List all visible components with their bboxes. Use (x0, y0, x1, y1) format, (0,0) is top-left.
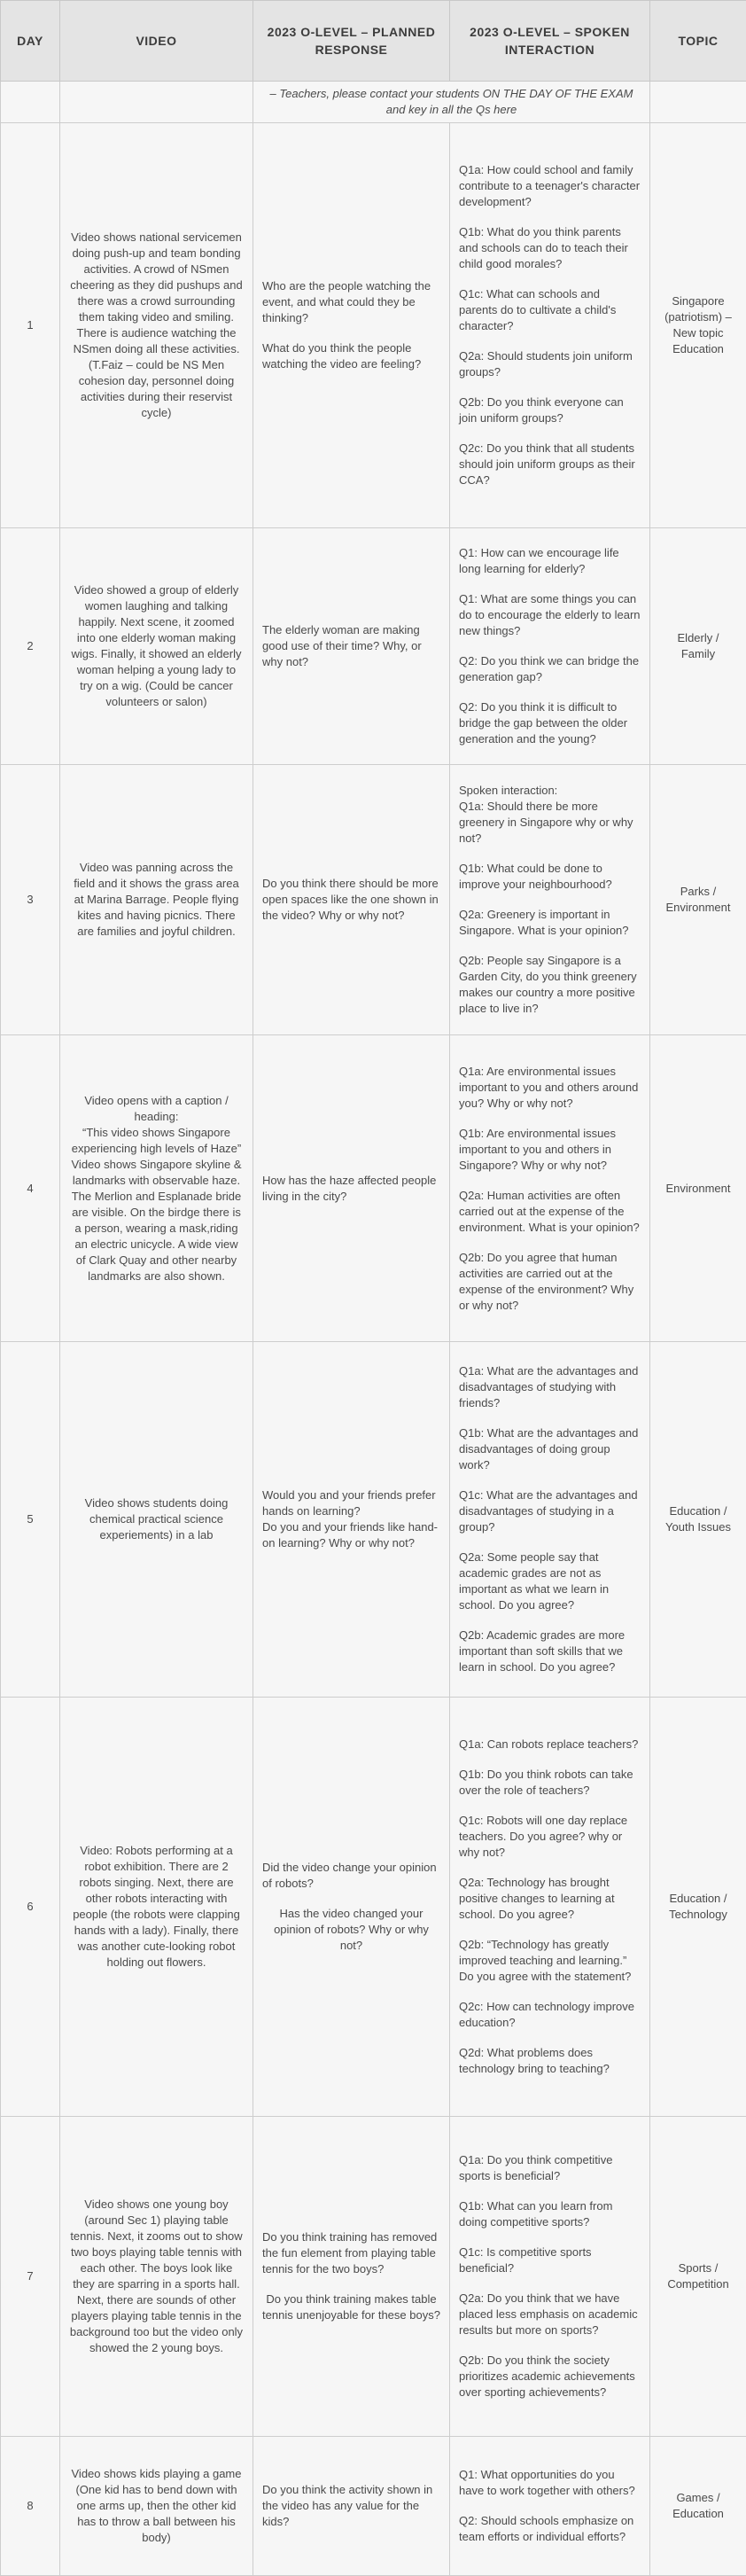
spoken-question: Q2b: People say Singapore is a Garden City, do you think greenery makes our country a more positive place to live in? (459, 953, 641, 1017)
spoken-cell (450, 2437, 650, 2576)
planned-cell (253, 765, 450, 1035)
table-row (1, 123, 746, 528)
spoken-question: Q2: Should schools emphasize on team efforts or individual efforts? (459, 2513, 641, 2545)
spoken-question: Q1: What are some things you can do to encourage the elderly to learn new things? (459, 591, 641, 639)
spoken-question: Q2d: What problems does technology bring to teaching? (459, 2045, 641, 2077)
video-cell: Video opens with a caption / heading: “This video shows Singapore experiencing high levels of Haze” Video shows Singapore skyline & landmarks with observable haze. The Merlion and Esplanade bride are visible. On the birdge there is a person, wearing a mask,riding an electric unicycle. A wide view of Clark Quay and other nearby landmarks are also shown. (60, 1035, 253, 1342)
spoken-question: Q2: Do you think we can bridge the generation gap? (459, 653, 641, 685)
day-cell: 2 (1, 528, 60, 765)
topic-cell: Education / Technology (650, 1698, 746, 2117)
planned-question: Do you think there should be more open spaces like the one shown in the video? Why or why not? (262, 876, 440, 924)
video-cell: Video shows kids playing a game (One kid has to bend down with one arms up, then the other kid has to throw a ball between his body) (60, 2437, 253, 2576)
video-cell: Video shows one young boy (around Sec 1) playing table tennis. Next, it zooms out to show two boys playing table tennis with each other. The boys look like they are sparring in a sports hall. Next, there are sounds of other players playing table tennis in the background too but the video only showed the 2 young boys. (60, 2117, 253, 2437)
planned-question: Do you think training makes table tennis unenjoyable for these boys? (262, 2291, 440, 2323)
spoken-question: Q1b: What are the advantages and disadvantages of doing group work? (459, 1425, 641, 1473)
spoken-question: Q1c: What can schools and parents do to cultivate a child's character? (459, 286, 641, 334)
note-row (1, 82, 746, 123)
video-cell: Video was panning across the field and it shows the grass area at Marina Barrage. People flying kites and having picnics. There are families and joyful children. (60, 765, 253, 1035)
header-row (1, 1, 746, 82)
teacher-note: – Teachers, please contact your students ON THE DAY OF THE EXAM and key in all the Qs here (253, 82, 650, 123)
spoken-question: Q2c: How can technology improve education? (459, 1999, 641, 2031)
topic-cell: Sports / Competition (650, 2117, 746, 2437)
spoken-question: Q1a: Do you think competitive sports is beneficial? (459, 2152, 641, 2184)
day-cell: 1 (1, 123, 60, 528)
planned-cell (253, 1698, 450, 2117)
video-cell: Video: Robots performing at a robot exhibition. There are 2 robots singing. Next, there are other robots interacting with people (the robots were clapping hands with a lady). Finally, there was another cute-looking robot holding out flowers. (60, 1698, 253, 2117)
planned-question: Has the video changed your opinion of robots? Why or why not? (262, 1906, 440, 1954)
spoken-question: Q1: What opportunities do you have to work together with others? (459, 2467, 641, 2499)
spoken-question: Q2a: Should students join uniform groups? (459, 348, 641, 380)
note-empty-cell (1, 82, 60, 123)
spoken-question: Q1: How can we encourage life long learning for elderly? (459, 545, 641, 577)
spoken-cell (450, 1035, 650, 1342)
video-cell: Video showed a group of elderly women laughing and talking happily. Next scene, it zoomed into one elderly woman making wigs. Finally, it showed an elderly woman helping a young lady to try on a wig. (Could be cancer volunteers or salon) (60, 528, 253, 765)
spoken-question: Q2b: Do you think everyone can join uniform groups? (459, 394, 641, 426)
spoken-question: Q1b: What do you think parents and schools can do to teach their child good morales? (459, 224, 641, 272)
planned-question: How has the haze affected people living in the city? (262, 1173, 440, 1205)
day-cell: 8 (1, 2437, 60, 2576)
note-empty-cell (650, 82, 746, 123)
spoken-question: Q1c: What are the advantages and disadvantages of studying in a group? (459, 1487, 641, 1535)
spoken-question: Q1c: Robots will one day replace teachers. Do you agree? why or why not? (459, 1813, 641, 1861)
table-row (1, 765, 746, 1035)
planned-cell (253, 1035, 450, 1342)
spoken-cell (450, 123, 650, 528)
day-cell: 3 (1, 765, 60, 1035)
topic-cell: Education / Youth Issues (650, 1342, 746, 1698)
spoken-question: Q2a: Technology has brought positive changes to learning at school. Do you agree? (459, 1875, 641, 1923)
planned-cell: Would you and your friends prefer hands on learning? Do you and your friends like hand-on learning? Why or why not? (253, 1342, 450, 1698)
spoken-question: Q2b: “Technology has greatly improved teaching and learning.” Do you agree with the statement? (459, 1937, 641, 1985)
day-cell: 6 (1, 1698, 60, 2117)
video-cell: Video shows national servicemen doing push-up and team bonding activities. A crowd of NSmen cheering as they did pushups and there was a crowd surrounding them taking video and smiling. There is audience watching the NSmen doing all these activities. (T.Faiz – could be NS Men cohesion day, personnel doing activities during their reservist cycle) (60, 123, 253, 528)
spoken-question: Q2c: Do you think that all students should join uniform groups as their CCA? (459, 441, 641, 488)
day-cell: 4 (1, 1035, 60, 1342)
topic-cell: Singapore (patriotism) – New topic Education (650, 123, 746, 528)
spoken-question: Q2b: Do you agree that human activities are carried out at the expense of the environment? Why or why not? (459, 1250, 641, 1314)
spoken-question: Q2: Do you think it is difficult to bridge the gap between the older generation and the young? (459, 699, 641, 747)
topic-cell: Environment (650, 1035, 746, 1342)
table-row (1, 2437, 746, 2576)
topic-cell: Games / Education (650, 2437, 746, 2576)
spoken-cell (450, 765, 650, 1035)
planned-cell (253, 2437, 450, 2576)
header-day: DAY (1, 1, 60, 82)
spoken-question: Q2b: Do you think the society prioritizes academic achievements over sporting achievements? (459, 2353, 641, 2400)
spoken-lead: Spoken interaction: (459, 783, 641, 799)
spoken-question: Q1a: Are environmental issues important to you and others around you? Why or why not? (459, 1064, 641, 1112)
planned-cell (253, 528, 450, 765)
table-row (1, 1698, 746, 2117)
day-cell: 5 (1, 1342, 60, 1698)
spoken-question: Q1c: Is competitive sports beneficial? (459, 2244, 641, 2276)
topic-cell: Elderly / Family (650, 528, 746, 765)
header-spoken-interaction: 2023 O-LEVEL – SPOKEN INTERACTION (450, 1, 650, 82)
spoken-cell (450, 1342, 650, 1698)
spoken-question: Q2a: Some people say that academic grades are not as important as what we learn in school. Do you agree? (459, 1550, 641, 1613)
spoken-question: Q1a: How could school and family contribute to a teenager's character development? (459, 162, 641, 210)
spoken-question: Q2b: Academic grades are more important than soft skills that we learn in school. Do you agree? (459, 1628, 641, 1675)
note-empty-cell (60, 82, 253, 123)
video-cell: Video shows students doing chemical practical science experiements) in a lab (60, 1342, 253, 1698)
planned-question: The elderly woman are making good use of their time? Why, or why not? (262, 622, 440, 670)
table-row (1, 1342, 746, 1698)
spoken-question: Q1b: What could be done to improve your neighbourhood? (459, 861, 641, 893)
planned-question: Who are the people watching the event, and what could they be thinking? (262, 278, 440, 326)
table-row (1, 1035, 746, 1342)
header-planned-response: 2023 O-LEVEL – PLANNED RESPONSE (253, 1, 450, 82)
spoken-question: Q1b: Do you think robots can take over the role of teachers? (459, 1767, 641, 1799)
spoken-question: Q1a: Should there be more greenery in Singapore why or why not? (459, 799, 641, 847)
table-row (1, 2117, 746, 2437)
topic-cell: Parks / Environment (650, 765, 746, 1035)
spoken-question: Q1b: What can you learn from doing competitive sports? (459, 2198, 641, 2230)
table-row (1, 528, 746, 765)
planned-question: Did the video change your opinion of robots? (262, 1860, 440, 1892)
spoken-cell (450, 2117, 650, 2437)
spoken-question: Q1b: Are environmental issues important to you and others in Singapore? Why or why not? (459, 1126, 641, 1174)
header-video: VIDEO (60, 1, 253, 82)
day-cell: 7 (1, 2117, 60, 2437)
planned-question: What do you think the people watching the video are feeling? (262, 340, 440, 372)
spoken-cell (450, 1698, 650, 2117)
spoken-question: Q1a: What are the advantages and disadvantages of studying with friends? (459, 1363, 641, 1411)
planned-cell (253, 2117, 450, 2437)
spoken-cell (450, 528, 650, 765)
header-topic: TOPIC (650, 1, 746, 82)
spoken-question: Q2a: Greenery is important in Singapore. What is your opinion? (459, 907, 641, 939)
spoken-question: Q2a: Do you think that we have placed less emphasis on academic results but more on sports? (459, 2291, 641, 2338)
spoken-question: Q1a: Can robots replace teachers? (459, 1737, 641, 1752)
spoken-question: Q2a: Human activities are often carried out at the expense of the environment. What is your opinion? (459, 1188, 641, 1236)
planned-question: Do you think the activity shown in the video has any value for the kids? (262, 2482, 440, 2530)
planned-cell (253, 123, 450, 528)
planned-question: Do you think training has removed the fun element from playing table tennis for the two boys? (262, 2229, 440, 2277)
